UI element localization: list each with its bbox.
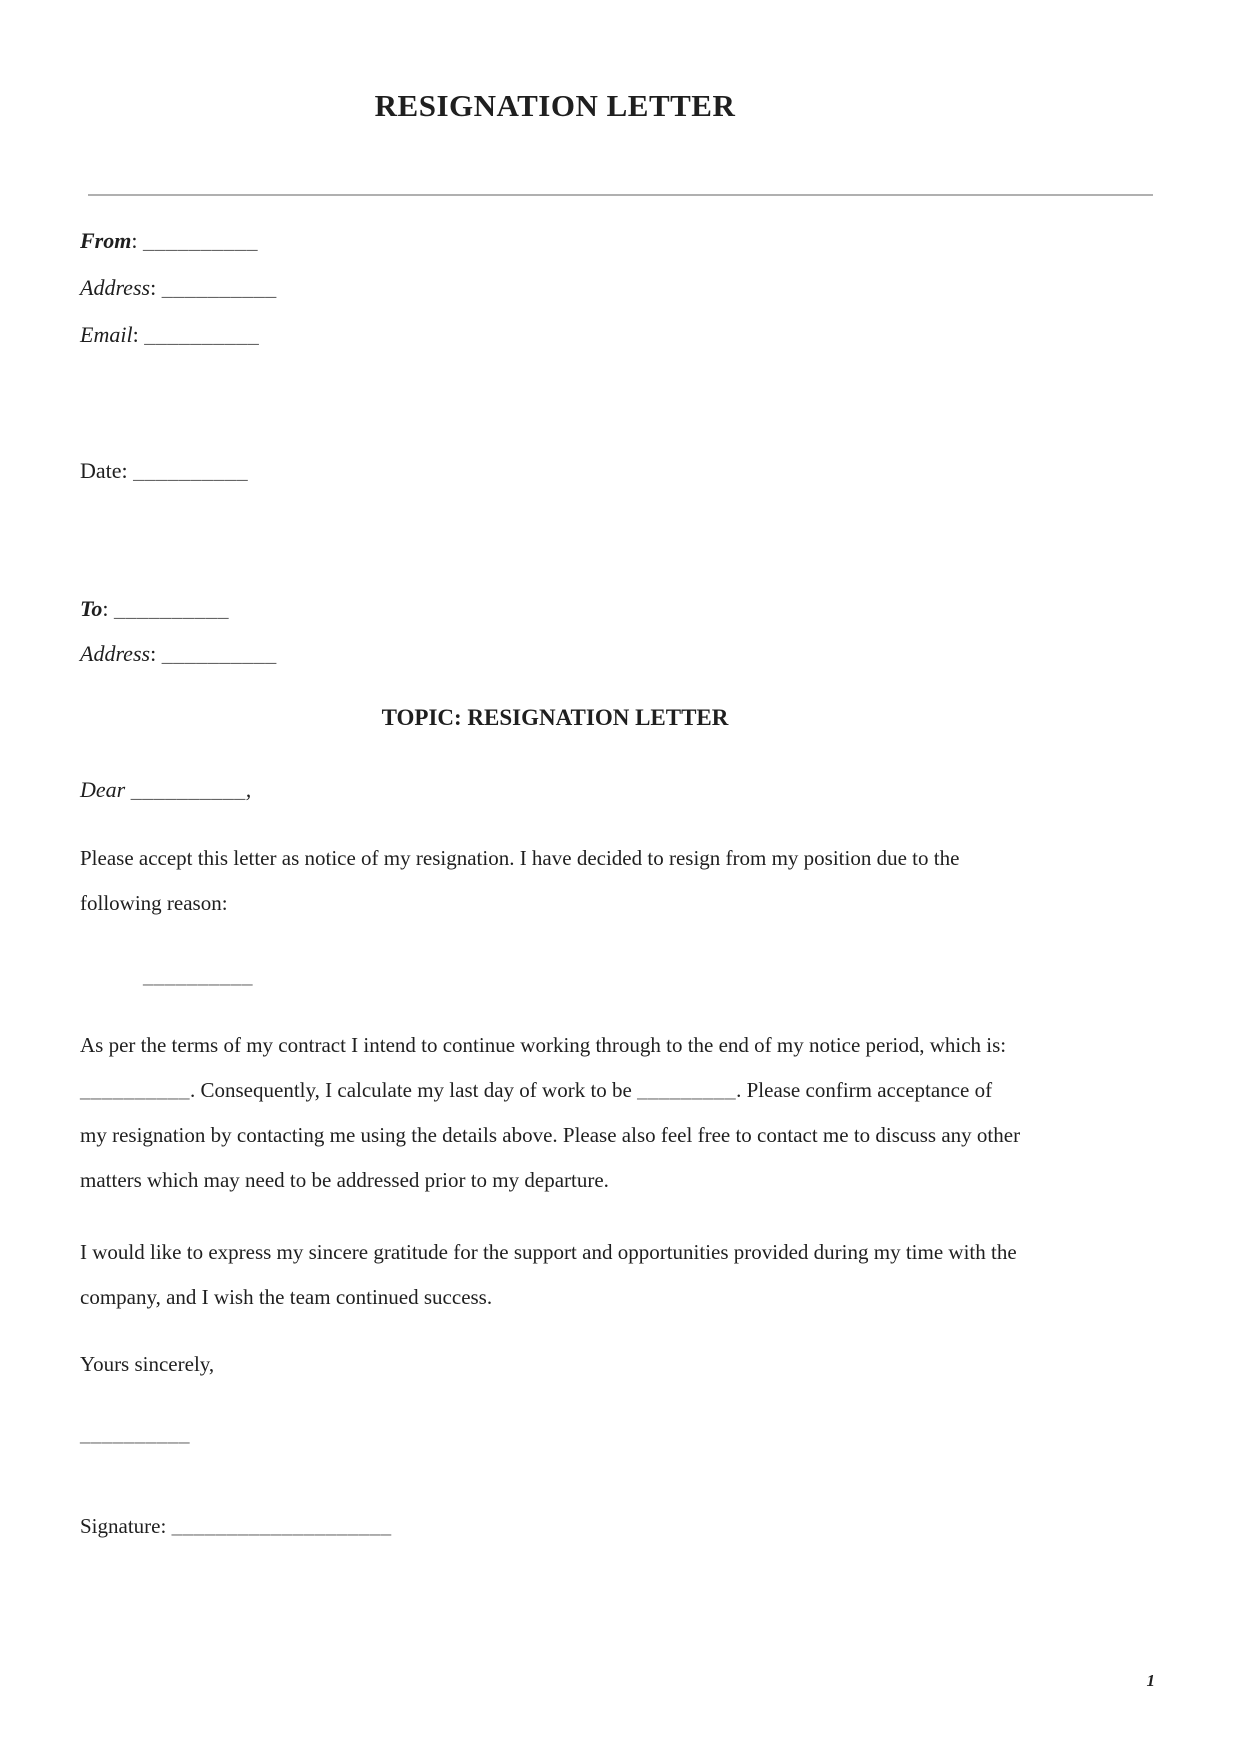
title-divider: [88, 194, 1153, 196]
signature-field: [80, 1514, 392, 1539]
sender-address-label: Address: [80, 275, 151, 300]
reason-blank-line: __________: [143, 964, 253, 988]
recipient-address-blank-line: __________: [161, 641, 277, 666]
notice-text-part1: As per the terms of my contract I intend to continue working through to the end of my notice period, which is:: [80, 1033, 1007, 1057]
date-colon: :: [121, 458, 128, 483]
notice-text-part2: . Consequently, I calculate my last day of work to be: [190, 1078, 638, 1102]
to-colon: :: [102, 596, 109, 621]
valediction: Yours sincerely,: [80, 1352, 215, 1376]
email-field: [80, 322, 259, 348]
email-colon: :: [132, 322, 139, 347]
from-colon: :: [131, 228, 138, 253]
salutation-blank-line: __________: [130, 777, 246, 802]
notice-text-part3: . Please confirm acceptance of my resignation by contacting me using the details above. Please also feel free to contact me to discuss any other matters which may need to be addressed prior to my departure.: [80, 1078, 1021, 1192]
signature-label: Signature:: [80, 1514, 167, 1538]
recipient-address-label: Address: [80, 641, 151, 666]
date-label: Date: [80, 458, 122, 483]
intro-paragraph: Please accept this letter as notice of my resignation. I have decided to resign from my position due to the following reason:: [80, 846, 960, 915]
to-blank-line: __________: [114, 596, 230, 621]
gratitude-paragraph: I would like to express my sincere gratitude for the support and opportunities provided during my time with the company, and I wish the team continued success.: [80, 1240, 1017, 1309]
to-label: To: [80, 596, 103, 621]
document-title: RESIGNATION LETTER: [374, 88, 736, 123]
from-blank-line: __________: [142, 228, 258, 253]
signature-blank-line: ____________________: [171, 1514, 392, 1538]
page-number: 1: [1146, 1671, 1155, 1690]
salutation-comma: ,: [245, 777, 252, 802]
email-blank-line: __________: [144, 322, 260, 347]
salutation-label: Dear: [80, 777, 126, 802]
date-field: [80, 458, 248, 484]
recipient-address-field: [80, 641, 277, 667]
topic-heading: TOPIC: RESIGNATION LETTER: [381, 705, 729, 730]
from-label: From: [80, 228, 132, 253]
from-field: [80, 228, 258, 254]
name-blank-line: __________: [80, 1422, 190, 1446]
sender-address-field: [80, 275, 277, 301]
notice-paragraph: [80, 1023, 1024, 1203]
date-blank-line: __________: [133, 458, 249, 483]
sender-address-colon: :: [150, 275, 157, 300]
sender-address-blank-line: __________: [161, 275, 277, 300]
notice-period-blank-line: __________: [80, 1078, 190, 1102]
last-day-blank-line: _________: [637, 1078, 737, 1102]
email-label: Email: [80, 322, 133, 347]
salutation: [80, 777, 251, 803]
to-field: [80, 596, 229, 622]
recipient-address-colon: :: [150, 641, 157, 666]
